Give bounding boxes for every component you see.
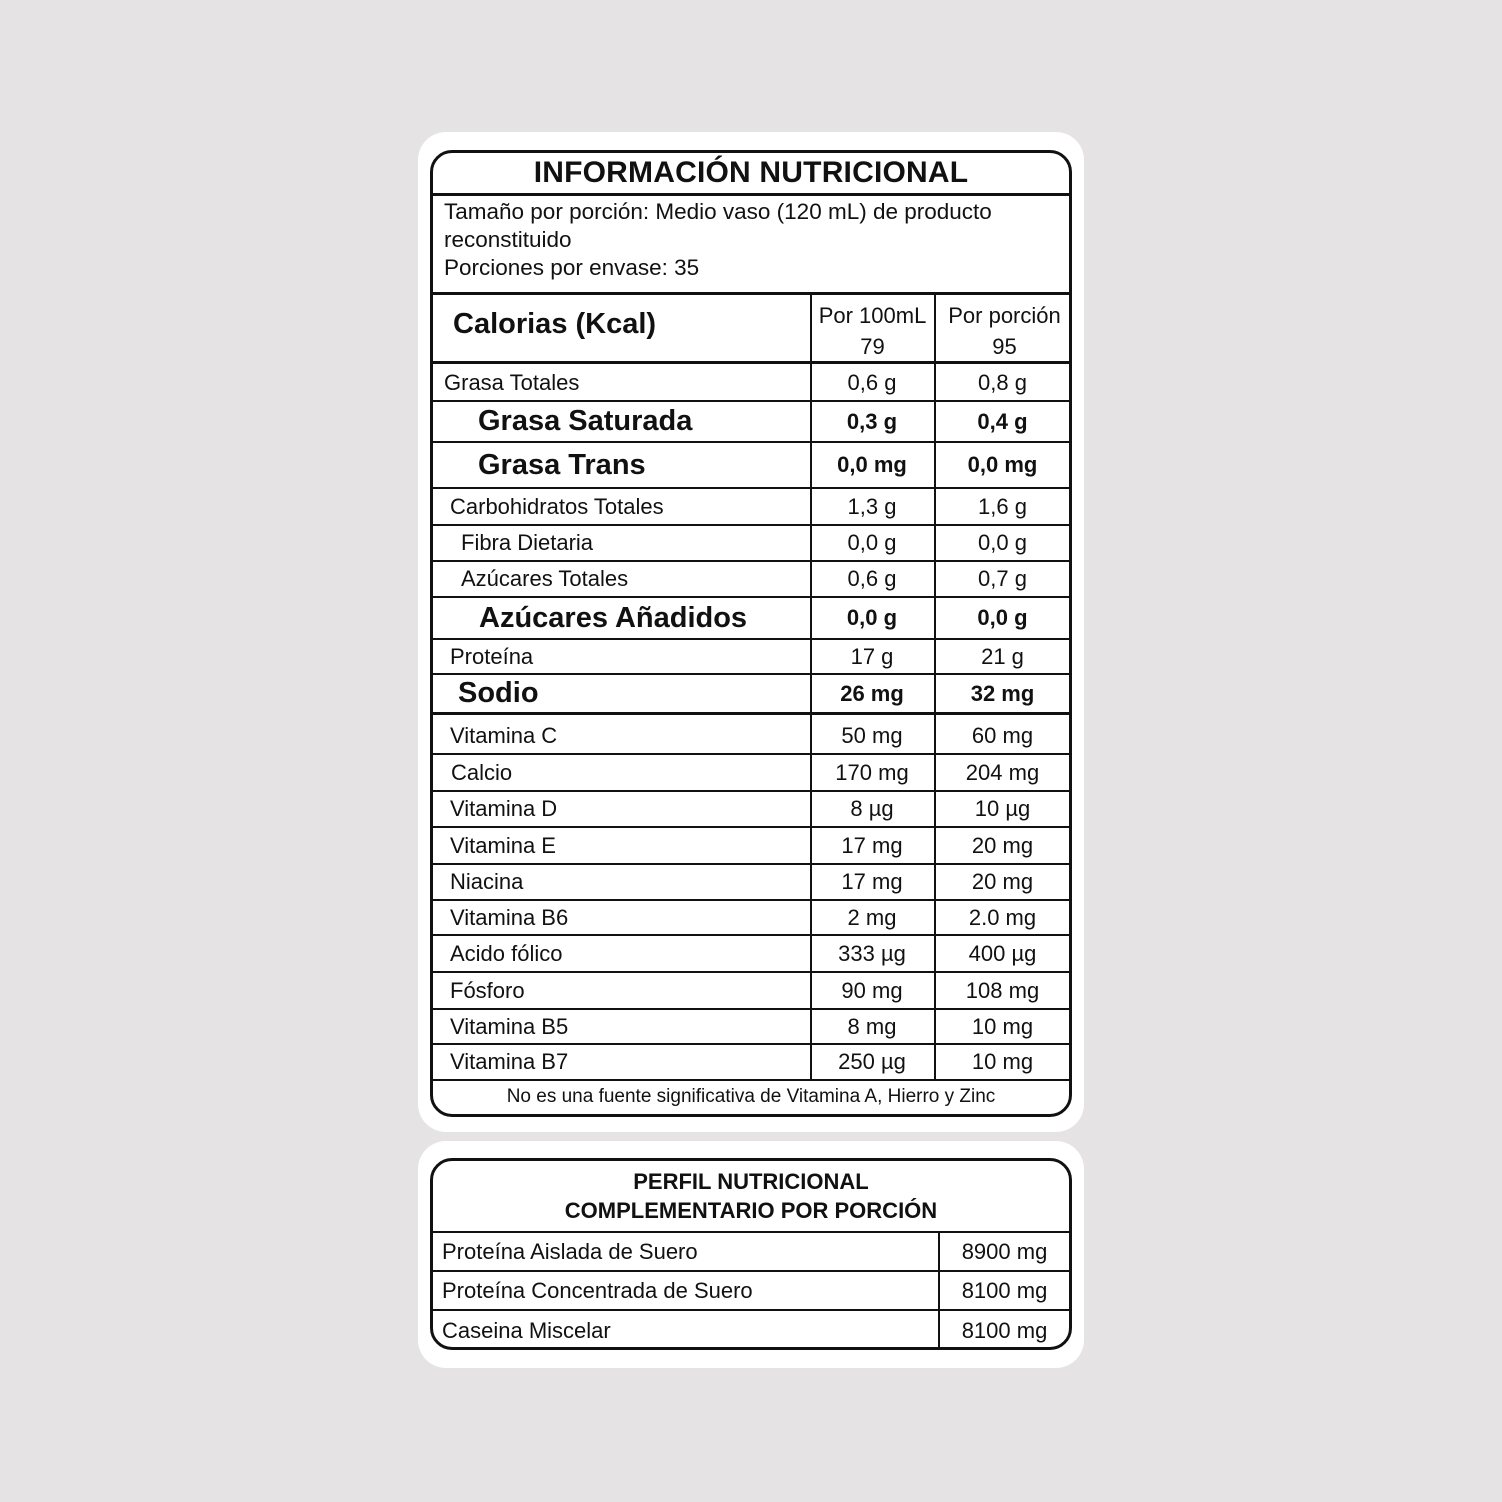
nutrient-value-perserving: 0,4 g [977, 408, 1028, 434]
nutrient-label: Vitamina B6 [450, 904, 569, 930]
nutrient-label: Vitamina E [450, 832, 556, 858]
nutrient-value-per100: 250 µg [838, 1049, 906, 1074]
nutrient-value-perserving: 10 µg [974, 796, 1031, 821]
nutrient-label: Azúcares Totales [461, 566, 629, 591]
nutrient-value-per100: 17 mg [841, 869, 903, 894]
profile-label: Proteína Aislada de Suero [442, 1238, 698, 1264]
nutrient-value-perserving: 10 mg [971, 1013, 1034, 1039]
nutrient-value-perserving: 20 mg [971, 832, 1034, 858]
column-divider-1 [810, 295, 812, 1081]
servings-per-container: Porciones por envase: 35 [444, 255, 700, 280]
nutrient-row [433, 718, 1069, 755]
nutrient-row [433, 936, 1069, 973]
profile-title-line2: COMPLEMENTARIO POR PORCIÓN [564, 1198, 938, 1223]
profile-title [433, 1161, 1069, 1233]
nutrient-row [433, 828, 1069, 865]
nutrient-row [433, 675, 1069, 715]
nutrient-row [433, 562, 1069, 598]
serving-size-line1: Tamaño por porción: Medio vaso (120 mL) de producto [444, 199, 992, 224]
nutrient-label: Vitamina B7 [450, 1049, 569, 1074]
nutrient-value-per100: 90 mg [841, 977, 903, 1003]
col-per100-title: Por 100mL [818, 303, 927, 328]
nutrient-value-per100: 0,3 g [846, 408, 898, 434]
nutrient-value-perserving: 32 mg [970, 680, 1035, 706]
nutrient-label: Carbohidratos Totales [450, 493, 664, 519]
nutrient-value-per100: 8 mg [847, 1013, 897, 1039]
nutrient-value-perserving: 0,0 mg [967, 452, 1038, 477]
nutrient-value-perserving: 0,8 g [978, 369, 1027, 395]
nutrient-row [433, 1045, 1069, 1081]
nutrient-value-per100: 26 mg [840, 680, 904, 706]
nutrient-label: Acido fólico [450, 940, 563, 966]
profile-label: Caseina Miscelar [442, 1317, 611, 1343]
nutrient-label: Calcio [451, 759, 513, 785]
nutrient-row [433, 755, 1069, 792]
nutrition-facts-table [430, 150, 1072, 1117]
profile-row [433, 1311, 1069, 1350]
nutrient-row [433, 598, 1069, 640]
profile-value: 8100 mg [961, 1317, 1048, 1343]
nutrient-value-per100: 17 mg [841, 832, 903, 858]
nutrient-row [433, 526, 1069, 562]
nutrient-value-per100: 170 mg [835, 759, 909, 785]
profile-column-divider [938, 1231, 940, 1350]
nutrient-label: Sodio [458, 677, 539, 709]
serving-separator [433, 292, 1069, 295]
nutrient-value-perserving: 21 g [981, 643, 1024, 669]
nutrient-row [433, 365, 1069, 402]
nutrient-value-perserving: 204 mg [965, 759, 1040, 785]
nutrient-row [433, 901, 1069, 936]
col-perserving-title: Por porción [948, 303, 1061, 328]
nutrient-row [433, 792, 1069, 828]
nutrient-label: Grasa Trans [478, 448, 646, 481]
nutrient-value-perserving: 400 µg [968, 940, 1037, 966]
nutrient-label: Grasa Totales [444, 369, 580, 395]
col-perserving-header [938, 300, 1071, 362]
nutrient-label: Fósforo [450, 977, 525, 1003]
column-divider-2 [934, 295, 936, 1081]
profile-row [433, 1233, 1069, 1272]
profile-value: 8900 mg [961, 1238, 1048, 1264]
serving-size-line2: reconstituido [444, 227, 572, 252]
nutrient-row [433, 489, 1069, 526]
nutrient-row [433, 402, 1069, 443]
col-perserving-calories: 95 [992, 334, 1017, 359]
nutrient-label: Fibra Dietaria [461, 530, 594, 555]
nutrient-value-per100: 2 mg [847, 904, 897, 930]
nutrient-label: Vitamina C [450, 722, 558, 748]
nutrient-label: Niacina [450, 869, 524, 894]
col-per100-header [810, 300, 935, 362]
profile-title-line1: PERFIL NUTRICIONAL [633, 1169, 869, 1194]
nutrient-value-perserving: 2.0 mg [968, 904, 1037, 930]
nutrient-label: Proteína [450, 643, 534, 669]
nutrient-value-per100: 1,3 g [847, 493, 897, 519]
nutrient-value-per100: 50 mg [841, 722, 903, 748]
complementary-profile-table [430, 1158, 1072, 1350]
nutrient-value-per100: 333 µg [838, 940, 906, 966]
nutrient-value-per100: 0,6 g [847, 369, 897, 395]
nutrient-value-per100: 0,0 mg [837, 452, 907, 477]
nutrient-value-per100: 17 g [850, 643, 894, 669]
nutrient-label: Vitamina D [450, 796, 558, 821]
nutrient-label: Grasa Saturada [478, 405, 693, 437]
nutrient-value-per100: 0,0 g [847, 530, 897, 555]
nutrient-row [433, 1010, 1069, 1045]
col-per100-calories: 79 [860, 334, 885, 359]
nutrient-value-perserving: 10 mg [971, 1049, 1034, 1074]
nutrient-row [433, 443, 1069, 489]
calories-separator [433, 361, 1069, 364]
nutrient-value-per100: 8 µg [850, 796, 894, 821]
profile-row [433, 1272, 1069, 1311]
footnote: No es una fuente significativa de Vitamina A, Hierro y Zinc [506, 1086, 996, 1107]
nutrient-value-per100: 0,0 g [846, 605, 898, 630]
nutrient-value-per100: 0,6 g [847, 566, 897, 591]
nutrient-value-perserving: 108 mg [965, 977, 1040, 1003]
profile-label: Proteína Concentrada de Suero [442, 1277, 753, 1303]
nutrient-value-perserving: 60 mg [971, 722, 1034, 748]
nutrient-value-perserving: 0,0 g [977, 605, 1028, 630]
nutrient-label: Azúcares Añadidos [479, 601, 748, 634]
nutrient-value-perserving: 0,7 g [978, 566, 1027, 591]
serving-info [444, 198, 1059, 282]
nutrient-row [433, 973, 1069, 1010]
calories-label: Calorias (Kcal) [453, 308, 657, 340]
nutrient-row [433, 865, 1069, 901]
nutrient-value-perserving: 20 mg [971, 869, 1034, 894]
profile-value: 8100 mg [961, 1277, 1048, 1303]
nutrition-title: INFORMACIÓN NUTRICIONAL [433, 153, 1069, 196]
nutrient-value-perserving: 1,6 g [978, 493, 1027, 519]
nutrient-label: Vitamina B5 [450, 1013, 569, 1039]
nutrient-row [433, 640, 1069, 675]
nutrient-value-perserving: 0,0 g [978, 530, 1027, 555]
